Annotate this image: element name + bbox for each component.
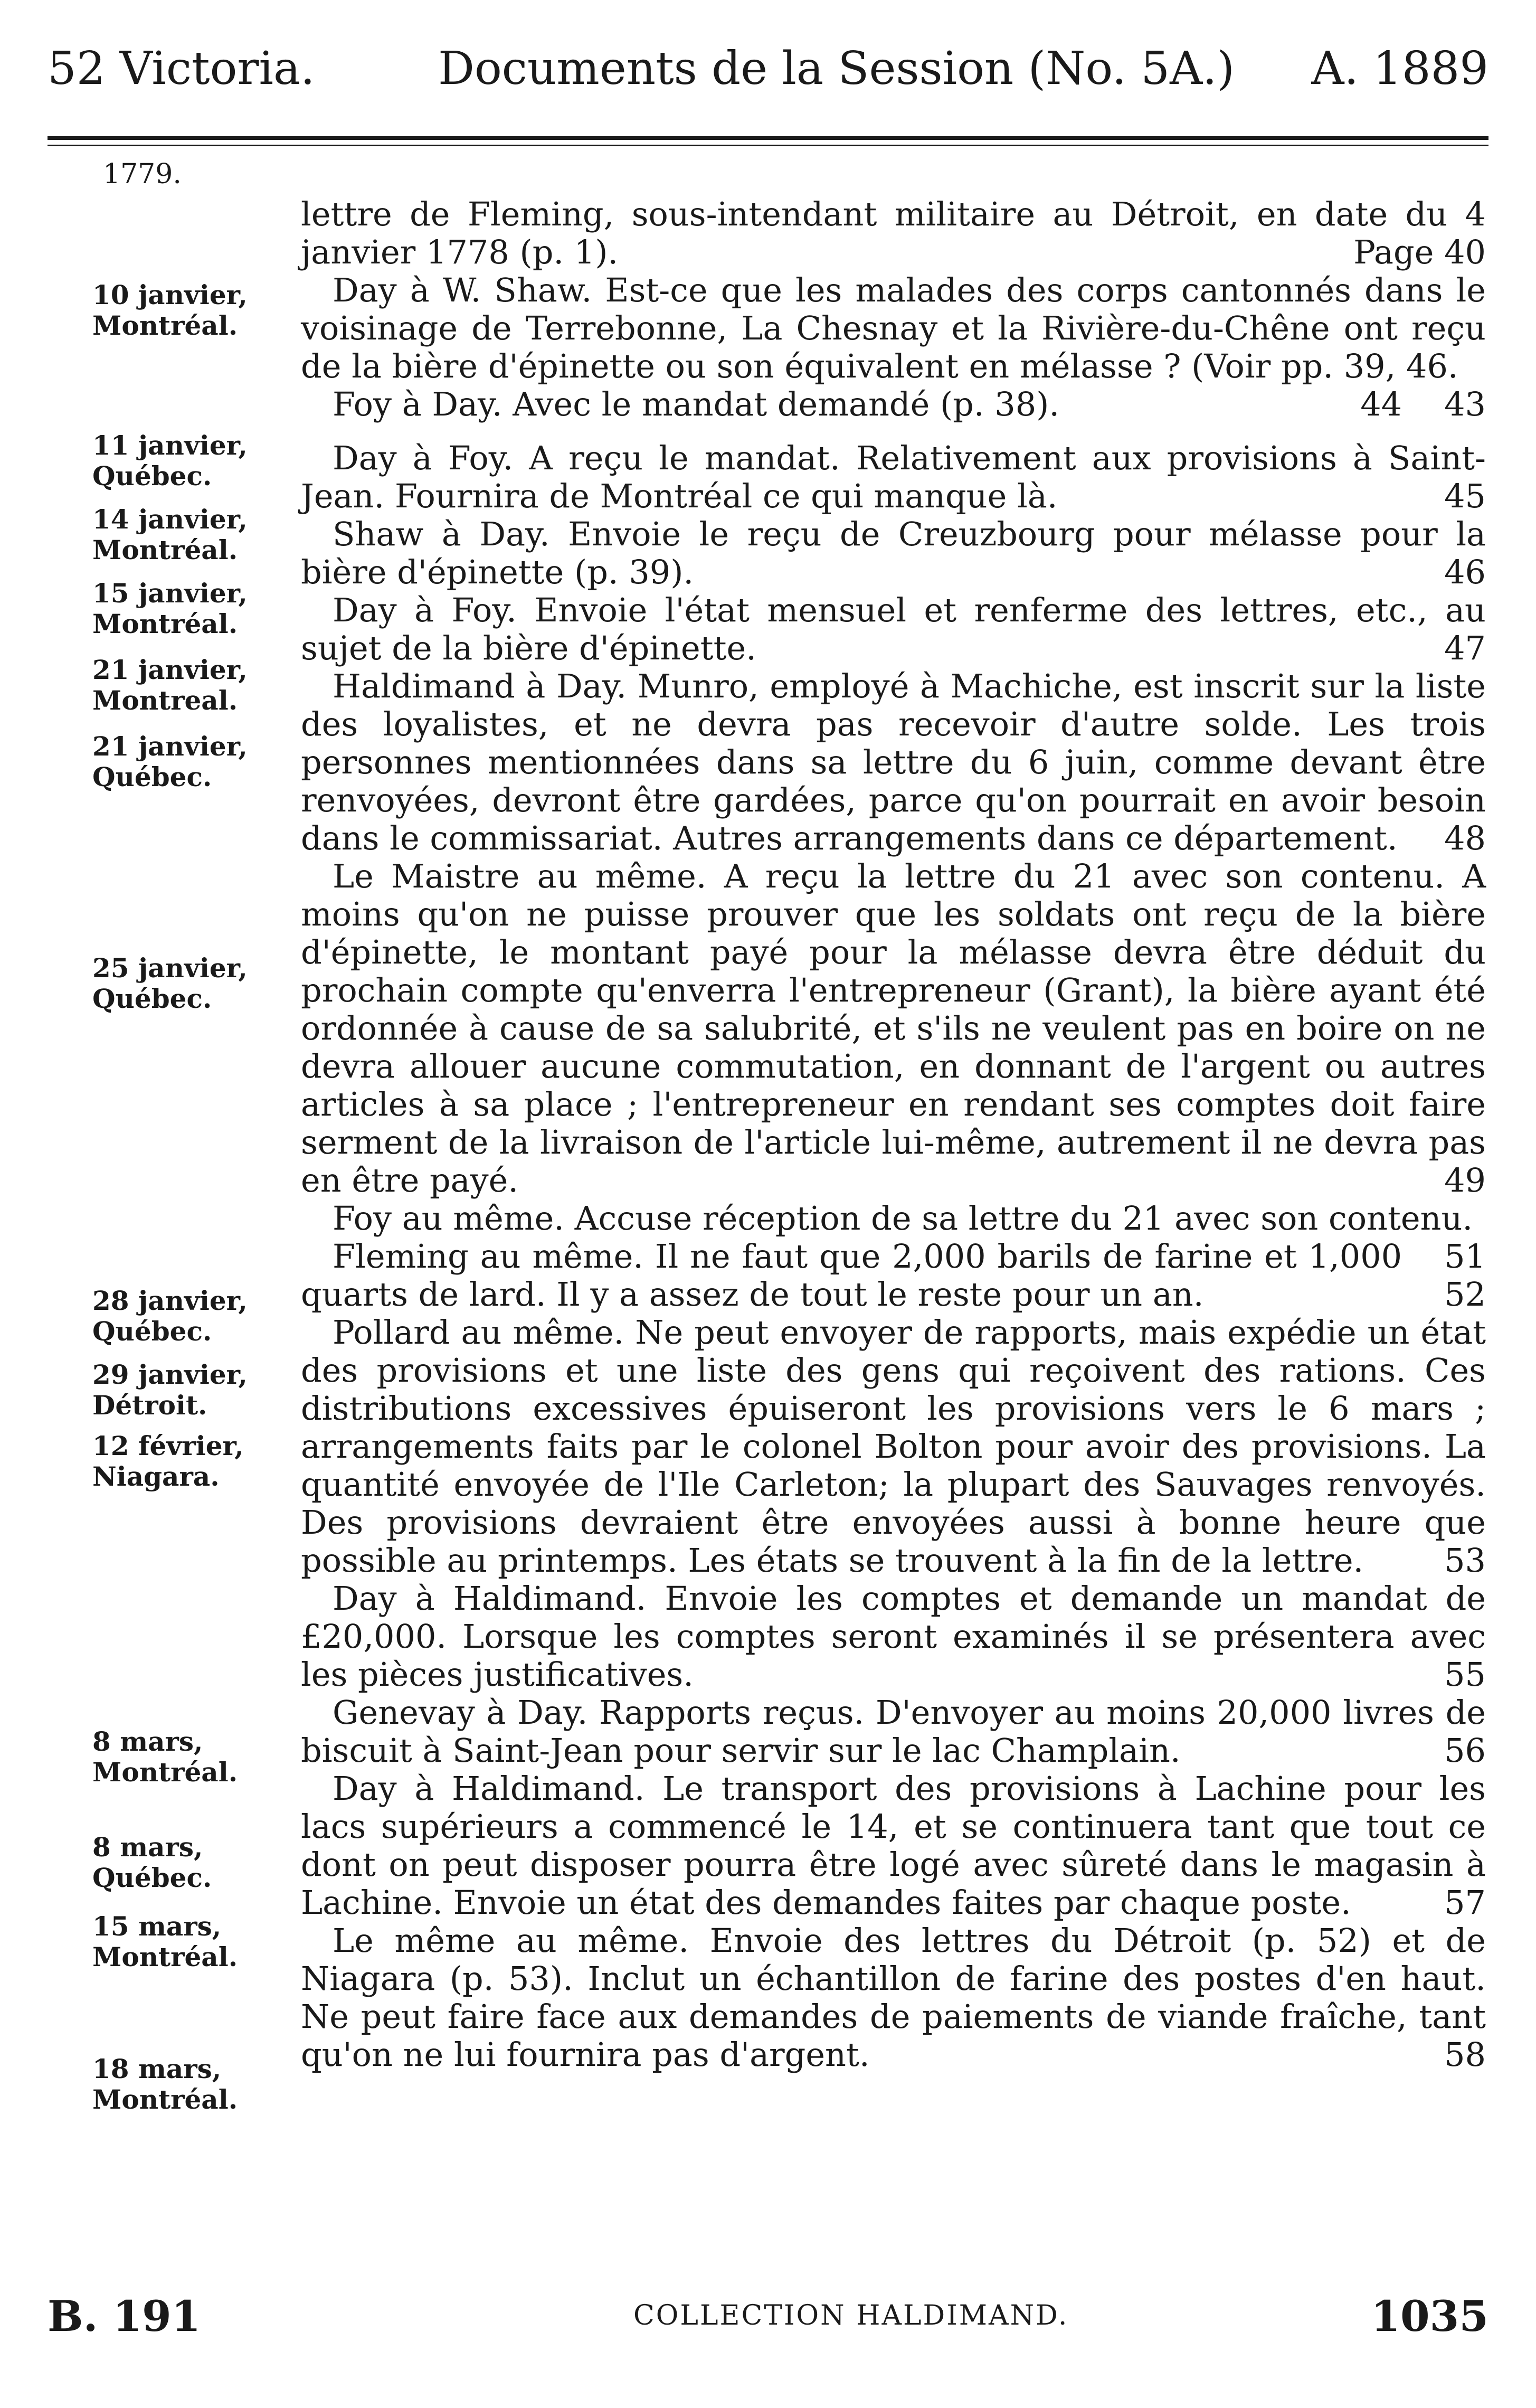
entry-text: Pollard au même. Ne peut envoyer de rapports, mais expédie un état des provisions et une liste des gens qui reçoivent des rations. Ces distributions excessives épuiseront les provisions vers le 6 mars ; arrangements faits par le colonel Bolton pour avoir des provisions. La quantité envoyée de l'Ile Carleton; la plupart des Sauvages renvoyés. Des provisions devraient être envoyées aussi à bonne heure que possible au printemps. Les états se trouvent à la fin de la lettre. [301,1313,1486,1580]
date-entry [92,1359,248,1421]
entry-text: Genevay à Day. Rapports reçus. D'envoyer au moins 20,000 livres de biscuit à Saint-Jean pour servir sur le lac Champlain. [301,1693,1486,1770]
date-day: 12 février, [92,1430,244,1461]
date-place: Montréal. [92,608,238,639]
entry-paragraph [301,1580,1486,1694]
entry-page-number: 58 [1444,2035,1486,2074]
entry-paragraph [301,195,1486,271]
date-day: 15 mars, [92,1911,222,1942]
date-day: 8 mars, [92,1726,203,1757]
date-entry [92,2054,238,2115]
date-entry [92,430,248,492]
footer-collection: COLLECTION HALDIMAND. [633,2300,1069,2331]
date-entry [92,504,248,565]
footer-page-number: 1035 [1371,2291,1488,2341]
entry-text: Day à Foy. Envoie l'état mensuel et renferme des lettres, etc., au sujet de la bière d'épinette. [301,591,1486,667]
date-entry [92,1726,238,1788]
date-place: Québec. [92,1316,212,1347]
entry-paragraph [301,515,1486,591]
header-rule-thick [48,136,1488,140]
page-header [48,42,1488,111]
date-entry [92,578,248,639]
date-place: Québec. [92,1862,212,1893]
entry-paragraph [301,857,1486,1200]
entry-text: Day à Haldimand. Envoie les comptes et demande un mandat de £20,000. Lorsque les comptes seront examinés il se présentera avec les pièces justificatives. [301,1579,1486,1694]
date-place: Niagara. [92,1461,220,1492]
date-place: Montreal. [92,685,238,716]
entry-paragraph [301,439,1486,515]
date-place: Québec. [92,761,212,792]
entry-page-number: 46 [1444,553,1486,591]
date-entry [92,953,248,1014]
entry-text: Day à Foy. A reçu le mandat. Relativement aux provisions à Saint-Jean. Fournira de Montréal ce qui manque là. [301,439,1486,515]
entry-page-number: 55 [1444,1655,1486,1694]
date-place: Montréal. [92,1941,238,1972]
entry-text: Foy au même. Accuse réception de sa lettre du 21 avec son contenu. [333,1199,1473,1238]
year-label: 1779. [103,158,182,190]
entry-page-number: 56 [1444,1731,1486,1770]
page-footer [48,2291,1488,2339]
date-day: 28 janvier, [92,1285,248,1316]
date-day: 25 janvier, [92,952,248,984]
date-day: 21 janvier, [92,731,248,762]
entry-page-number: Page 40 [1353,233,1486,271]
date-day: 29 janvier, [92,1359,248,1390]
date-place: Montréal. [92,534,238,565]
date-entry [92,655,248,716]
date-day: 10 janvier, [92,279,248,310]
date-entry [92,280,248,341]
date-place: Montréal. [92,2084,238,2115]
header-year: A. 1889 [1311,42,1488,95]
entry-page-number: 45 [1444,477,1486,515]
date-entry [92,731,248,792]
entry-paragraph [301,385,1486,423]
date-place: Montréal. [92,1757,238,1788]
date-entry [92,1431,244,1492]
date-day: 21 janvier, [92,654,248,685]
entry-text: lettre de Fleming, sous-intendant militaire au Détroit, en date du 4 janvier 1778 (p. 1). [301,195,1486,271]
entry-paragraph [301,667,1486,857]
date-day: 15 janvier, [92,578,248,609]
entry-paragraph [301,1694,1486,1770]
entry-paragraph [301,1770,1486,1922]
entry-paragraph [301,1238,1486,1314]
document-body [301,195,1486,2074]
footer-reference: B. 191 [48,2291,201,2341]
date-entry [92,1286,248,1347]
entry-page-number: 44 [1360,385,1402,423]
header-volume: 52 Victoria. [48,42,315,95]
entry-text: Day à Haldimand. Le transport des provisions à Lachine pour les lacs supérieurs a commencé le 14, et se continuera tant que tout ce dont on peut disposer pourra être logé avec sûreté dans le magasin à Lachine. Envoie un état des demandes faites par chaque poste. [301,1769,1486,1922]
entry-text: Day à W. Shaw. Est-ce que les malades des corps cantonnés dans le voisinage de Terrebonne, La Chesnay et la Rivière-du-Chêne ont reçu de la bière d'épinette ou son équivalent en mélasse ? (Voir pp. 39, 46. [301,271,1486,385]
date-entry [92,1832,212,1893]
entry-text: Le Maistre au même. A reçu la lettre du 21 avec son contenu. A moins qu'on ne puisse prouver que les soldats ont reçu de la bière d'épinette, le montant payé pour la mélasse devra être déduit du prochain compte qu'enverra l'entrepreneur (Grant), la bière ayant été ordonnée à cause de sa salubrité, et s'ils ne veulent pas en boire on ne devra allouer aucune commutation, en donnant de l'argent ou autres articles à sa place ; l'entrepreneur en rendant ses comptes doit faire serment de la livraison de l'article lui-même, autrement il ne devra pas en être payé. [301,857,1486,1200]
entry-page-number: 48 [1444,819,1486,857]
entry-page-number: 43 [1444,385,1486,423]
entry-paragraph [301,591,1486,667]
entry-page-number: 47 [1444,629,1486,667]
date-day: 14 janvier, [92,504,248,535]
date-day: 11 janvier, [92,430,248,461]
entry-paragraph [301,1922,1486,2074]
date-place: Québec. [92,460,212,492]
entry-text: Shaw à Day. Envoie le reçu de Creuzbourg pour mélasse pour la bière d'épinette (p. 39). [301,515,1486,591]
entry-paragraph [301,1314,1486,1580]
entry-text: Haldimand à Day. Munro, employé à Machiche, est inscrit sur la liste des loyalistes, et ne devra pas recevoir d'autre solde. Les trois personnes mentionnées dans sa lettre du 6 juin, comme devant être renvoyées, devront être gardées, parce qu'on pourrait en avoir besoin dans le commissariat. Autres arrangements dans ce département. [301,667,1486,857]
header-title: Documents de la Session (No. 5A.) [438,42,1235,95]
date-entry [92,1911,238,1972]
entry-page-number: 52 [1444,1275,1486,1314]
date-place: Québec. [92,983,212,1014]
entry-page-number: 51 [1444,1237,1486,1276]
date-day: 8 mars, [92,1831,203,1863]
entry-page-number: 53 [1444,1541,1486,1580]
entry-text: Fleming au même. Il ne faut que 2,000 barils de farine et 1,000 quarts de lard. Il y a assez de tout le reste pour un an. [301,1237,1402,1314]
entry-page-number: 57 [1444,1883,1486,1922]
entry-text: Le même au même. Envoie des lettres du Détroit (p. 52) et de Niagara (p. 53). Inclut un échantillon de farine des postes d'en haut. Ne peut faire face aux demandes de paiements de viande fraîche, tant qu'on ne lui fournira pas d'argent. [301,1921,1486,2074]
entry-text: Foy à Day. Avec le mandat demandé (p. 38). [333,385,1060,423]
header-rule-thin [48,145,1488,146]
date-place: Détroit. [92,1390,207,1421]
date-place: Montréal. [92,310,238,341]
entry-page-number: 49 [1444,1161,1486,1200]
date-day: 18 mars, [92,2053,222,2084]
